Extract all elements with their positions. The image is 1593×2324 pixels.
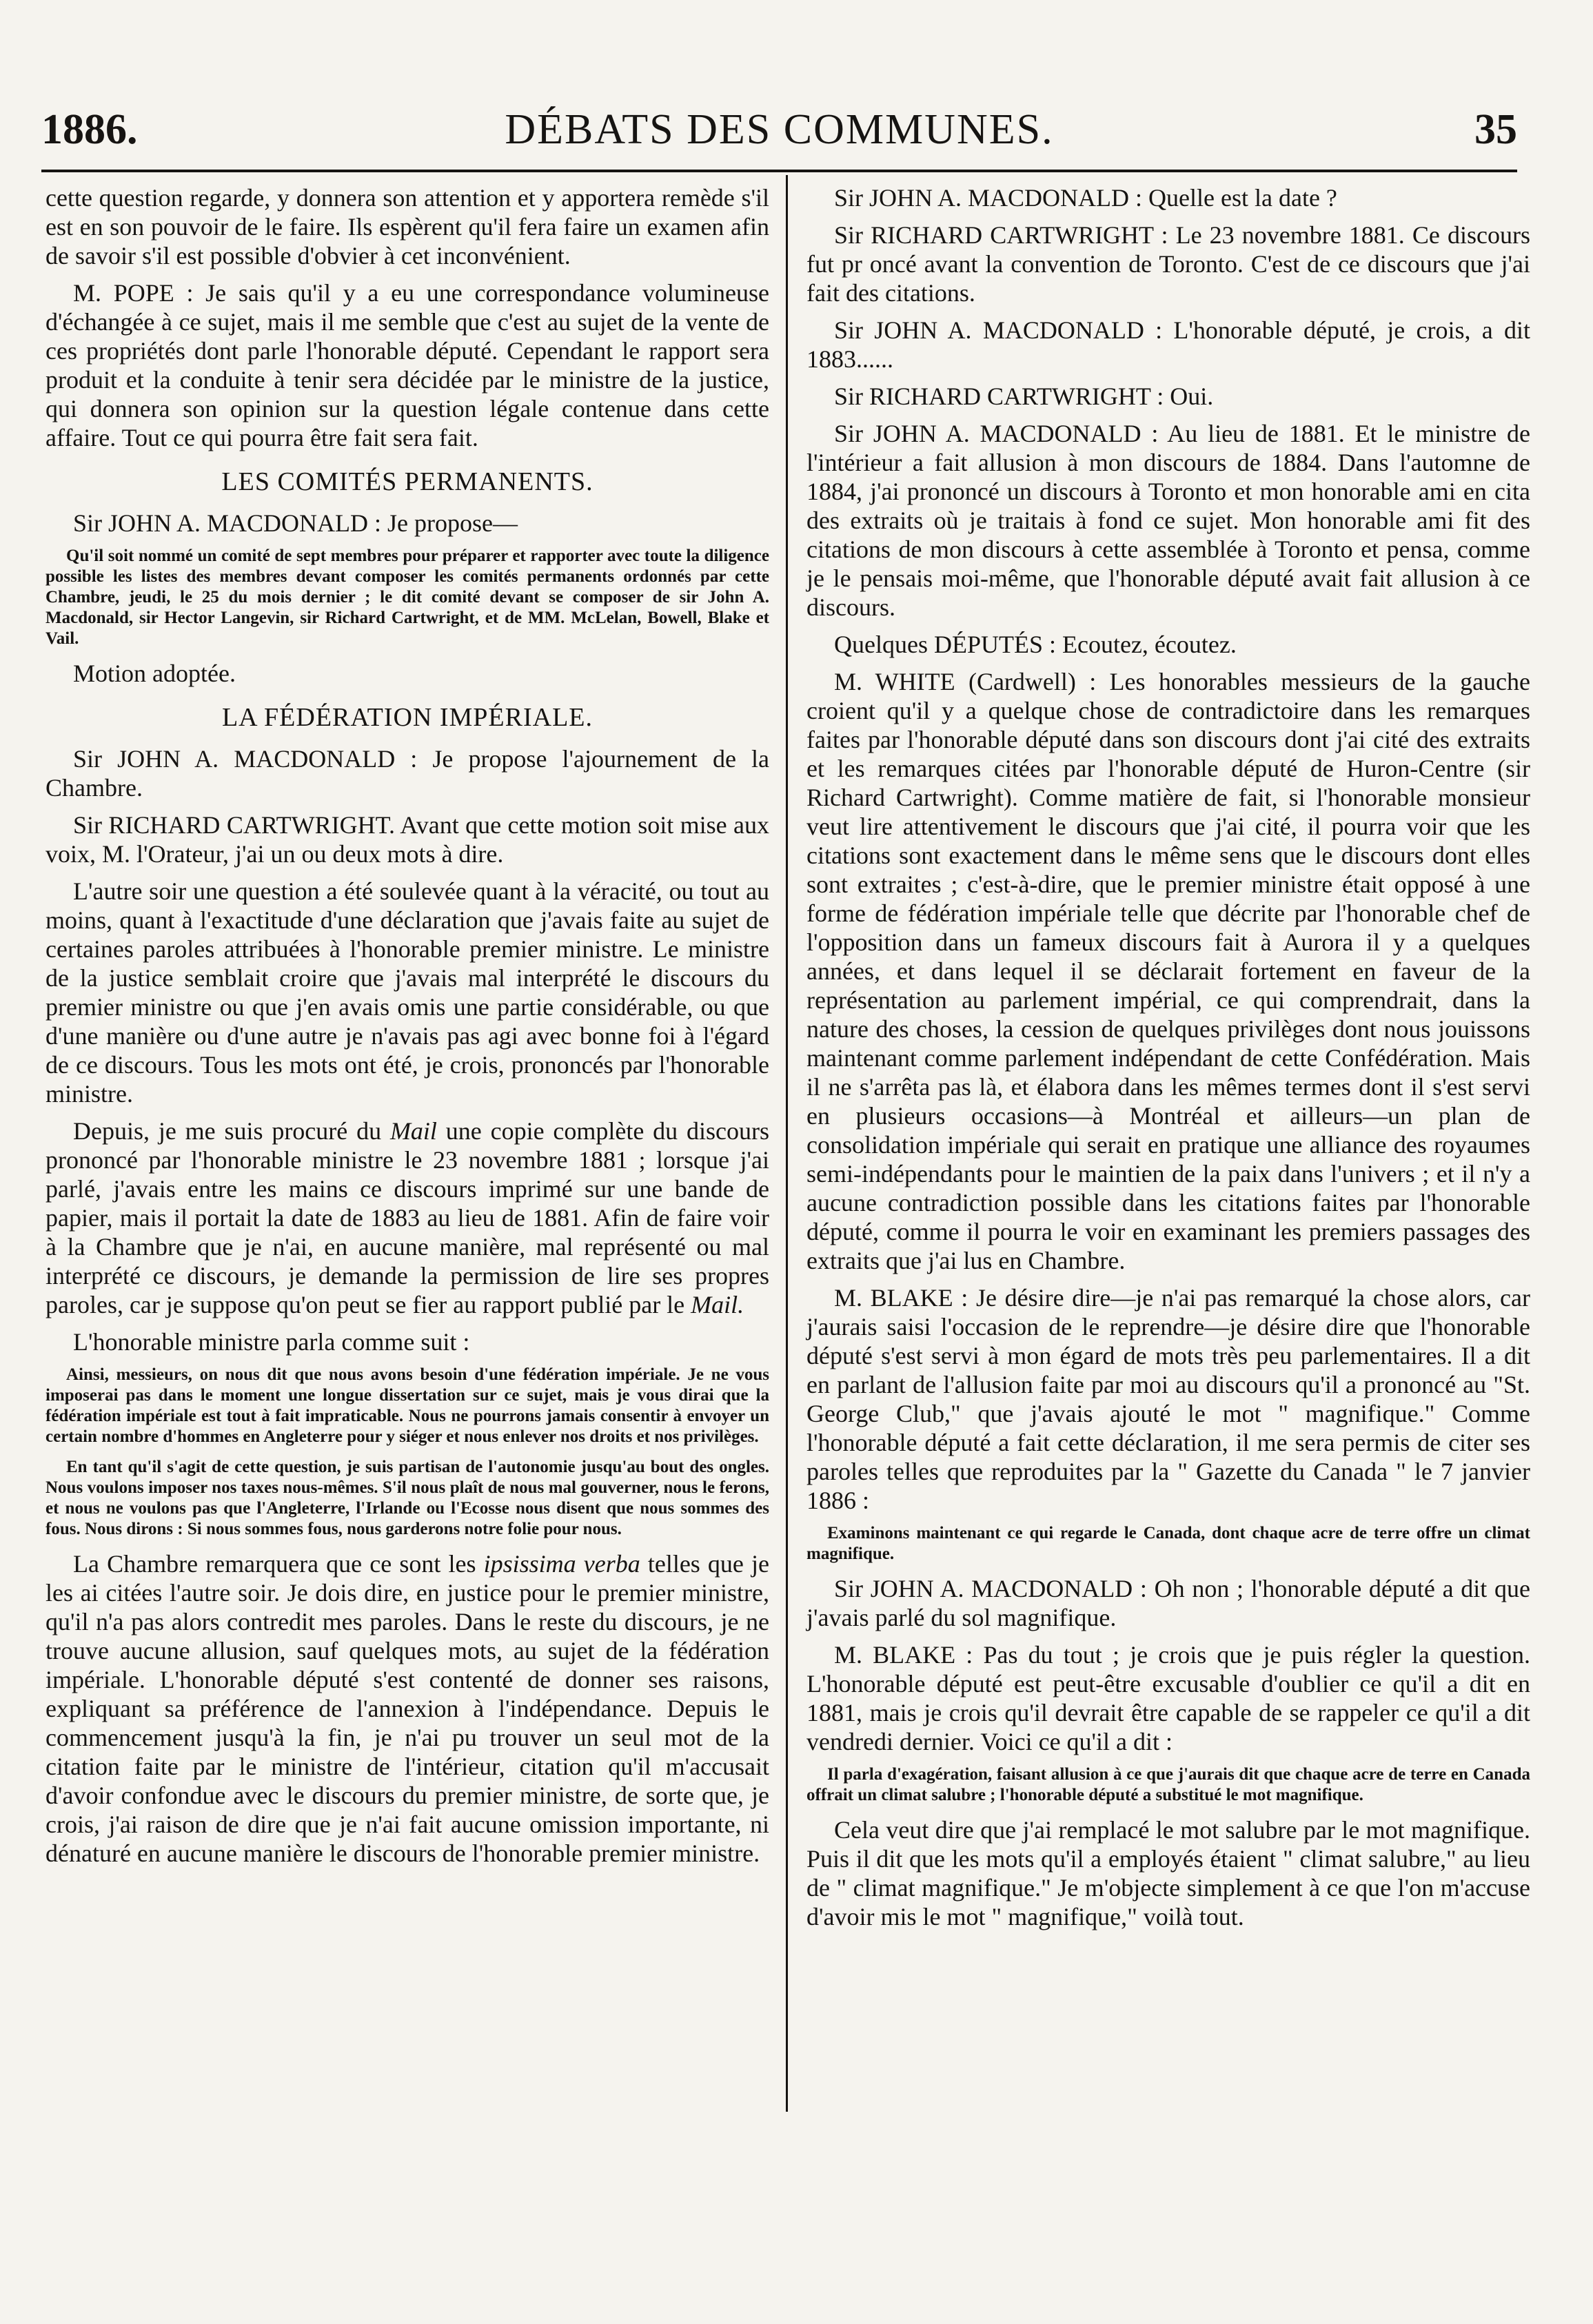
right-column bbox=[806, 183, 1530, 1939]
speaker-name: Sir JOHN A. MACDONALD : bbox=[834, 316, 1163, 344]
column-divider bbox=[786, 175, 788, 2112]
paragraph: L'honorable ministre parla comme suit : bbox=[73, 1328, 470, 1356]
speaker-name: Sir JOHN A. MACDONALD : bbox=[73, 745, 418, 773]
paragraph bbox=[45, 811, 769, 868]
speaker-name: Sir JOHN A. MACDONALD : bbox=[834, 420, 1159, 447]
paragraph: cette question regarde, y donnera son attention et y apportera remède s'il est en son pouvoir de le faire. Ils espèrent qu'il fera faire un examen afin de savoir s'il est possible d'obvier à cet inconvénient. bbox=[45, 184, 769, 269]
speaker-name: Quelques DÉPUTÉS : bbox=[834, 631, 1056, 658]
speech-text: Je désire dire—je n'ai pas remarqué la chose alors, car j'aurais saisi l'occasion de le reprendre—je désire dire que l'honorable député s'est servi à mon égard de mots très peu parlementaires. Il a dit en parlant de l'allusion faite par moi au discours qu'il a prononcé au "St. George Club," que j'avais ajouté le mot " magnifique." Comme l'honorable député a fait cette déclaration, il me sera permis de citer ses paroles telles que reproduites par la " Gazette du Canada " le 7 janvier 1886 : bbox=[806, 1284, 1530, 1514]
speech-text: Ecoutez, écoutez. bbox=[1055, 631, 1237, 658]
quotation: Il parla d'exagération, faisant allusion à ce que j'aurais dit que chaque acre de terre en Canada offrait un climat salubre ; l'honorable député a substitué le mot magnifique. bbox=[806, 1765, 1530, 1804]
page-header bbox=[41, 103, 1517, 167]
speaker-name: Sir RICHARD CARTWRIGHT : bbox=[834, 221, 1168, 249]
paragraph bbox=[806, 183, 1530, 212]
paragraph bbox=[806, 667, 1530, 1275]
speech-text: Avant que cette motion soit mise aux voix, M. l'Orateur, j'ai un ou deux mots à dire. bbox=[45, 811, 770, 868]
paragraph: Motion adoptée. bbox=[73, 660, 236, 687]
header-year: 1886. bbox=[41, 106, 138, 153]
speech-text: Je sais qu'il y a eu une correspondance volumineuse d'échangée à ce sujet, mais il me semble que c'est au sujet de la vente de ces propriétés dont parle l'honorable député. Cependant le rapport sera produit et la conduite à tenir sera décidée par le ministre de la justice, qui donnera son opinion sur la question légale contenue dans cette affaire. Tout ce qui pourra être fait sera fait. bbox=[45, 279, 770, 451]
text-run: telles que je les ai citées l'autre soir. Je dois dire, en justice pour le premier ministre, qu'il n'a pas alors contredit mes paroles. Dans le reste du discours, je ne trouve aucune allusion, sauf quelques mots, au sujet de la fédération impériale. L'honorable député s'est contenté de donner ses raisons, expliquant sa préférence de l'annexion à l'indépendance. Depuis le commencement jusqu'à la fin, je n'ai pu trouver un seul mot de la citation faite par le ministre de l'intérieur, citation qu'il m'accusait d'avoir confondue avec le discours du premier ministre, de sorte que, je crois, j'ai raison de dire que je n'ai fait aucune omission importante, ni dénaturé en aucune manière le discours de l'honorable premier ministre. bbox=[45, 1550, 770, 1867]
speech-text: Oh non ; l'honorable député a dit que j'avais parlé du sol magnifique. bbox=[806, 1575, 1531, 1631]
quotation: Examinons maintenant ce qui regarde le Canada, dont chaque acre de terre offre un climat magnifique. bbox=[806, 1524, 1530, 1563]
speech-text: Quelle est la date ? bbox=[1142, 184, 1337, 212]
speaker-name: Sir RICHARD CARTWRIGHT. bbox=[73, 811, 395, 839]
speaker-name: Sir JOHN A. MACDONALD : bbox=[834, 184, 1143, 212]
speech-text: L'honorable député, je crois, a dit 1883...... bbox=[806, 316, 1531, 373]
speaker-name: M. BLAKE : bbox=[834, 1641, 973, 1669]
header-title: DÉBATS DES COMMUNES. bbox=[505, 106, 1054, 153]
paragraph bbox=[45, 1549, 769, 1868]
newspaper-name: Mail. bbox=[691, 1291, 744, 1318]
speaker-name: M. WHITE (Cardwell) : bbox=[834, 668, 1097, 695]
speaker-name: M. POPE : bbox=[73, 279, 194, 307]
paragraph bbox=[806, 630, 1530, 659]
text-run: La Chambre remarquera que ce sont les bbox=[73, 1550, 484, 1578]
paragraph bbox=[806, 221, 1530, 307]
paragraph bbox=[806, 1283, 1530, 1515]
paragraph bbox=[45, 744, 769, 802]
paragraph bbox=[806, 1574, 1530, 1632]
speech-text: Les honorables messieurs de la gauche croient qu'il y a quelque chose de contradictoire dans les remarques faites par l'honorable député dans son discours dont j'ai cité des extraits et les remarques citées par l'honorable député de Huron-Centre (sir Richard Cartwright). Comme matière de fait, si l'honorable monsieur veut lire attentivement le discours que j'ai cité, il pourra voir que les citations sont exactement dans le même sens que le discours dont elles sont extraites ; c'est-à-dire, que le premier ministre était opposé à une forme de fédération impériale telle que décrite par l'honorable chef de l'opposition dans un fameux discours fait à Aurora il y a quelques années, et dans lequel il se déclarait fortement en faveur de la représentation au parlement impérial, ce qui comprendrait, dans la nature des choses, la cession de quelques privilèges dont nous jouissons maintenant comme parlement indépendant de cette Confédération. Mais il ne s'arrêta pas là, et élabora dans les mêmes termes dont il s'est servi en plusieurs occasions—à Montréal et ailleurs—un plan de consolidation impériale qui serait en pratique une alliance des royaumes semi-indépendants pour le maintien de la paix dans l'univers ; et il n'y a aucune contradiction possible dans les citations faites par l'honorable député, comme il pourra le voir en examinant les premiers passages des extraits que j'ai lus en Chambre. bbox=[806, 668, 1531, 1274]
paragraph: L'autre soir une question a été soulevée quant à la véracité, ou tout au moins, quant à l'exactitude d'une déclaration que j'avais faite au sujet de certaines paroles attribuées à l'honorable premier ministre. Le ministre de la justice semblait croire que j'avais mal interprété le discours du premier ministre ou que j'en avais omis une partie considérable, ou que d'une manière ou d'une autre je n'avais pas agi avec bonne foi à l'égard de ce discours. Tous les mots ont été, je crois, prononcés par l'honorable ministre. bbox=[45, 877, 769, 1108]
latin-phrase: ipsissima verba bbox=[483, 1550, 640, 1578]
speech-text: Le 23 novembre 1881. Ce discours fut pr oncé avant la convention de Toronto. C'est de ce discours que j'ai fait des citations. bbox=[806, 221, 1530, 307]
quotation: Ainsi, messieurs, on nous dit que nous avons besoin d'une fédération impériale. Je ne vous imposerai pas dans le moment une longue dissertation sur ce sujet, mais je vous dirai que la fédération impériale est tout à fait impraticable. Nous ne pourrons jamais consentir à envoyer un certain nombre d'hommes en Angleterre pour y siéger et nous enlever nos droits et nos privilèges. bbox=[45, 1365, 769, 1446]
speaker-name: Sir JOHN A. MACDONALD : bbox=[73, 509, 382, 537]
newspaper-name: Mail bbox=[389, 1117, 437, 1145]
speech-text: Je propose l'ajournement de la Chambre. bbox=[45, 745, 770, 802]
section-heading: LA FÉDÉRATION IMPÉRIALE. bbox=[221, 703, 593, 732]
speech-text: Oui. bbox=[1164, 383, 1214, 410]
speech-text: Je propose— bbox=[381, 509, 518, 537]
section-heading: LES COMITÉS PERMANENTS. bbox=[221, 467, 593, 496]
header-rule bbox=[41, 170, 1517, 172]
paragraph bbox=[45, 1117, 769, 1319]
motion-text: Qu'il soit nommé un comité de sept membres pour préparer et rapporter avec toute la diligence possible les listes des membres devant composer les comités permanents ordonnés par cette Chambre, jeudi, le 25 du mois dernier ; le dit comité devant se composer de sir John A. Macdonald, sir Hector Langevin, sir Richard Cartwright, et de MM. McLelan, Bowell, Blake et Vail. bbox=[45, 547, 769, 648]
speech-text: Au lieu de 1881. Et le ministre de l'intérieur a fait allusion à mon discours de 1884. Dans l'automne de 1884, j'ai prononcé un discours à Toronto et mon honorable ami en cita des extraits où je traitais à fond ce sujet. Mon honorable ami fit des citations de mon discours à cette assemblée à Toronto et pensa, comme je le pensais moi-même, que l'honorable député avait fait allusion à ce discours. bbox=[806, 420, 1530, 621]
speaker-name: Sir RICHARD CARTWRIGHT : bbox=[834, 383, 1164, 410]
speaker-name: M. BLAKE : bbox=[834, 1284, 968, 1312]
paragraph bbox=[806, 419, 1530, 622]
paragraph: Cela veut dire que j'ai remplacé le mot salubre par le mot magnifique. Puis il dit que les mots qu'il a employés étaient " climat salubre," au lieu de " climat magnifique." Je m'objecte simplement à ce que l'on m'accuse d'avoir mis le mot " magnifique," voilà tout. bbox=[806, 1816, 1530, 1930]
paragraph bbox=[45, 278, 769, 452]
quotation: En tant qu'il s'agit de cette question, je suis partisan de l'autonomie jusqu'au bout des ongles. Nous voulons imposer nos taxes nous-mêmes. S'il nous plaît de nous mal gouverner, nous le ferons, et nous ne voulons pas que l'Angleterre, l'Irlande ou l'Ecosse nous disent que nous sommes des fous. Nous dirons : Si nous sommes fous, nous garderons notre folie pour nous. bbox=[45, 1458, 769, 1538]
text-run: Depuis, je me suis procuré du bbox=[73, 1117, 390, 1145]
paragraph bbox=[806, 316, 1530, 374]
speaker-name: Sir JOHN A. MACDONALD : bbox=[834, 1575, 1147, 1602]
left-column bbox=[45, 183, 769, 1876]
text-run: une copie complète du discours prononcé par l'honorable ministre le 23 novembre 1881 ; lorsque j'ai parlé, j'avais entre les mains ce discours imprimé sur une bande de papier, mais il portait la date de 1883 au lieu de 1881. Afin de faire voir à la Chambre que je n'ai, en aucune manière, mal représenté ou mal interprété ce discours, je demande la permission de lire ses propres paroles, car je suppose qu'on peut se fier au rapport publié par le bbox=[45, 1117, 769, 1318]
paragraph bbox=[806, 382, 1530, 411]
paragraph bbox=[806, 1640, 1530, 1756]
header-page-number: 35 bbox=[1474, 106, 1517, 153]
speech-text: Pas du tout ; je crois que je puis régler la question. L'honorable député est peut-être excusable d'oublier ce qu'il a dit en 1881, mais je crois qu'il devrait être capable de se rappeler ce qu'il a dit vendredi dernier. Voici ce qu'il a dit : bbox=[806, 1641, 1531, 1755]
paragraph bbox=[45, 509, 769, 538]
